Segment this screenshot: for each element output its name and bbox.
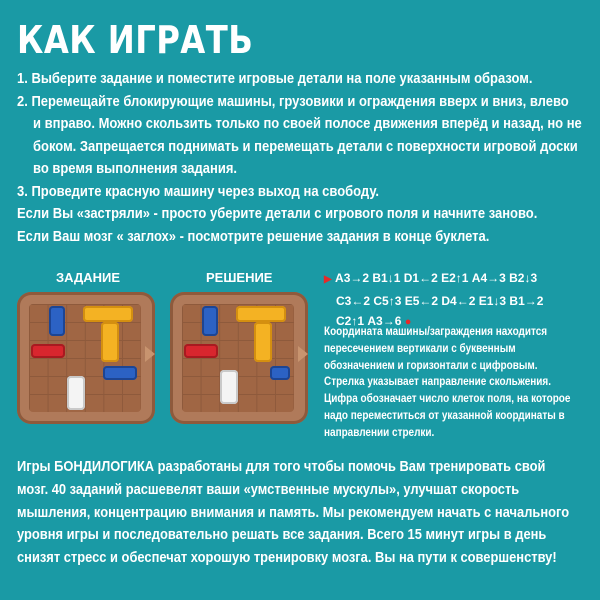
rule-line: Если Вы «застряли» - просто уберите детали с игрового поля и начните заново. xyxy=(17,206,538,222)
start-marker-icon: ▶ xyxy=(324,274,332,285)
explain-line: Цифра обозначает число клеток поля, на которое xyxy=(324,392,571,406)
rule-line: во время выполнения задания. xyxy=(33,161,238,177)
white-car xyxy=(67,376,85,410)
yellow-truck xyxy=(254,322,272,362)
rule-line: 3. Проведите красную машину через выход на свободу. xyxy=(17,183,380,200)
blue-car xyxy=(270,366,290,380)
exit-arrow-icon xyxy=(145,346,155,362)
about-line: снизят стресс и обеспечат хорошую тренировку мозга. Вы на пути к совершенству! xyxy=(17,549,557,567)
moves-text: С3←2 С5↑3 Е5←2 D4←2 Е1↓3 В1→2 xyxy=(336,293,544,308)
red-car xyxy=(184,344,218,358)
solution-label: РЕШЕНИЕ xyxy=(206,270,273,285)
explain-line: пересечением вертикали с буквенным xyxy=(324,341,516,355)
explain-line: надо переместиться от указанной координаты в xyxy=(324,408,565,422)
moves-row xyxy=(324,291,594,312)
blue-car xyxy=(103,366,137,380)
explain-line: направлении стрелки. xyxy=(324,425,435,439)
yellow-truck xyxy=(236,306,286,322)
moves-row xyxy=(324,268,594,291)
exit-arrow-icon xyxy=(298,346,308,362)
about-line: мышления, концентрацию внимания и память. Мы рекомендуем начать с начального xyxy=(17,503,570,521)
about-text xyxy=(17,456,585,570)
blue-car xyxy=(202,306,218,336)
explain-line: Стрелка указывает направление скольжения. xyxy=(324,375,552,389)
about-line: мозг. 40 заданий расшевелят ваши «умственные мускулы», улучшат скорость xyxy=(17,480,520,498)
end-marker-icon: ● xyxy=(404,316,412,328)
task-board xyxy=(17,292,155,424)
rule-line: боком. Запрещается поднимать и перемещать детали с поверхности игровой доски xyxy=(33,138,578,155)
page-title: КАК ИГРАТЬ xyxy=(17,18,254,62)
about-line: уровня игры и последовательно решать все задания. Всего 15 минут игры в день xyxy=(17,526,547,544)
solution-moves xyxy=(324,268,594,333)
solution-board xyxy=(170,292,308,424)
rule-line: Если Ваш мозг « заглох» - посмотрите решение задания в конце буклета. xyxy=(17,228,490,245)
moves-text: С2↑1 А3→6 xyxy=(336,314,402,328)
about-line: Игры БОНДИЛОГИКА разработаны для того чтобы помочь Вам тренировать свой xyxy=(17,458,546,475)
blue-car xyxy=(49,306,65,336)
explain-line: Координата машины/заграждения находится xyxy=(324,325,548,338)
rule-line: 2. Перемещайте блокирующие машины, грузовики и ограждения вверх и вниз, влево xyxy=(17,93,569,110)
red-car xyxy=(31,344,65,358)
moves-text: А3→2 В1↓1 D1←2 Е2↑1 А4→3 В2↓3 xyxy=(335,271,538,285)
rules-text xyxy=(17,68,591,248)
rule-line: и вправо. Можно скользить только по своей полосе движения вперёд и назад, но не xyxy=(33,116,582,132)
white-car xyxy=(220,370,238,404)
coordinate-explanation xyxy=(324,324,596,442)
yellow-truck xyxy=(101,322,119,362)
explain-line: обозначением и горизонтали с цифровым. xyxy=(324,358,538,372)
rule-line: 1. Выберите задание и поместите игровые детали на поле указанным образом. xyxy=(17,71,533,87)
yellow-truck xyxy=(83,306,133,322)
task-label: ЗАДАНИЕ xyxy=(56,270,121,285)
